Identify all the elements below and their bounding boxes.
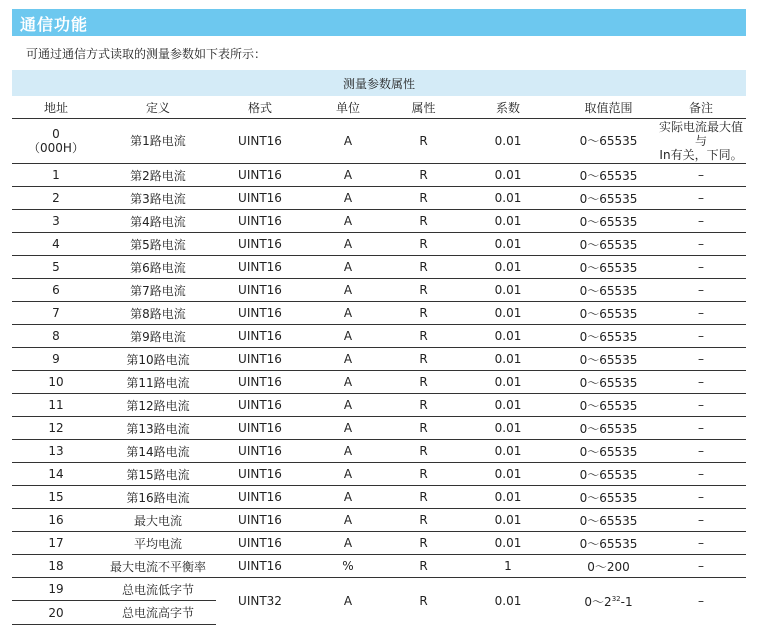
cell-coef: 0.01 — [455, 187, 561, 210]
cell-range: 0～65535 — [561, 325, 656, 348]
cell-attr: R — [392, 279, 455, 302]
cell-fmt: UINT16 — [216, 532, 304, 555]
cell-unit: % — [304, 555, 392, 578]
cell-def: 第5路电流 — [100, 233, 216, 256]
cell-fmt: UINT16 — [216, 164, 304, 187]
table-row — [12, 233, 746, 256]
cell-note: – — [656, 486, 746, 509]
cell-note: – — [698, 594, 704, 609]
cell-addr: 13 — [12, 440, 100, 463]
table-caption: 测量参数属性 — [12, 70, 746, 96]
cell-range: $0\sim 2^{32}-1$ — [584, 594, 633, 609]
cell-range: 0～65535 — [561, 210, 656, 233]
cell-def: 总电流高字节 — [100, 601, 216, 625]
header-def: 定义 — [100, 96, 216, 119]
cell-note: – — [656, 302, 746, 325]
cell-note: – — [656, 463, 746, 486]
table-row — [12, 578, 746, 601]
cell-coef: 0.01 — [455, 256, 561, 279]
cell-unit: A — [304, 532, 392, 555]
cell-coef: 1 — [455, 555, 561, 578]
cell-def: 第9路电流 — [100, 325, 216, 348]
cell-attr: R — [392, 348, 455, 371]
cell-attr: R — [392, 440, 455, 463]
cell-coef: 0.01 — [455, 532, 561, 555]
cell-addr: 16 — [12, 509, 100, 532]
cell-range: 0～65535 — [561, 532, 656, 555]
cell-addr: 15 — [12, 486, 100, 509]
table-header-row — [12, 96, 746, 119]
header-addr: 地址 — [12, 96, 100, 119]
cell-def: 总电流低字节 — [100, 578, 216, 601]
table-row — [12, 187, 746, 210]
cell-addr: 9 — [12, 348, 100, 371]
cell-range: 0～65535 — [561, 463, 656, 486]
cell-def: 最大电流不平衡率 — [100, 555, 216, 578]
cell-def: 第2路电流 — [100, 164, 216, 187]
table-row — [12, 348, 746, 371]
cell-note: – — [656, 532, 746, 555]
table-row — [12, 256, 746, 279]
cell-coef: 0.01 — [455, 394, 561, 417]
cell-addr: 6 — [12, 279, 100, 302]
cell-unit: A — [304, 417, 392, 440]
cell-range: 0～65535 — [561, 348, 656, 371]
cell-coef: 0.01 — [455, 325, 561, 348]
header-coef: 系数 — [455, 96, 561, 119]
cell-attr: R — [392, 256, 455, 279]
header-range: 取值范围 — [561, 96, 656, 119]
cell-attr: R — [392, 164, 455, 187]
cell-range: 0～65535 — [561, 371, 656, 394]
table-row — [12, 509, 746, 532]
header-fmt: 格式 — [216, 96, 304, 119]
cell-unit: A — [304, 348, 392, 371]
cell-fmt: UINT16 — [216, 325, 304, 348]
cell-note: – — [656, 371, 746, 394]
cell-note: – — [656, 348, 746, 371]
cell-fmt: UINT16 — [216, 555, 304, 578]
section-title: 通信功能 — [20, 15, 89, 34]
cell-range: 0～65535 — [561, 187, 656, 210]
cell-def: 第14路电流 — [100, 440, 216, 463]
cell-coef: 0.01 — [455, 279, 561, 302]
cell-range: 0～65535 — [561, 486, 656, 509]
cell-unit: A — [304, 463, 392, 486]
table-row — [12, 371, 746, 394]
cell-addr: 4 — [12, 233, 100, 256]
cell-range: 0～65535 — [561, 509, 656, 532]
cell-attr: R — [392, 119, 455, 164]
cell-coef: 0.01 — [455, 233, 561, 256]
cell-def: 第3路电流 — [100, 187, 216, 210]
cell-note: – — [656, 187, 746, 210]
cell-attr: R — [392, 394, 455, 417]
cell-range: 0～65535 — [561, 417, 656, 440]
table-row — [12, 119, 746, 164]
cell-note: – — [656, 279, 746, 302]
cell-unit: A — [304, 187, 392, 210]
section-title-bar — [12, 9, 746, 36]
header-note: 备注 — [656, 96, 746, 119]
cell-coef: 0.01 — [455, 348, 561, 371]
cell-addr: 1 — [12, 164, 100, 187]
cell-fmt: UINT16 — [216, 233, 304, 256]
table-row — [12, 210, 746, 233]
cell-unit: A — [343, 594, 353, 609]
cell-note: – — [656, 256, 746, 279]
cell-coef: 0.01 — [455, 302, 561, 325]
intro-text: 可通过通信方式读取的测量参数如下表所示： — [26, 47, 267, 61]
cell-unit: A — [304, 119, 392, 164]
table-row — [12, 279, 746, 302]
cell-range: 0～200 — [561, 555, 656, 578]
cell-attr: R — [392, 187, 455, 210]
cell-range: 0～65535 — [561, 394, 656, 417]
table-row — [12, 394, 746, 417]
cell-unit: A — [304, 371, 392, 394]
cell-attr: R — [392, 555, 455, 578]
table-row — [12, 302, 746, 325]
cell-note: – — [656, 440, 746, 463]
cell-coef: 0.01 — [455, 164, 561, 187]
table-row — [12, 440, 746, 463]
cell-range: 0～65535 — [561, 440, 656, 463]
table-row — [12, 325, 746, 348]
cell-attr: R — [392, 417, 455, 440]
table-row — [12, 417, 746, 440]
cell-attr: R — [392, 302, 455, 325]
cell-def: 第12路电流 — [100, 394, 216, 417]
cell-coef: 0.01 — [455, 440, 561, 463]
cell-coef: 0.01 — [494, 594, 522, 609]
cell-fmt: UINT16 — [216, 210, 304, 233]
cell-fmt: UINT16 — [216, 486, 304, 509]
cell-def: 最大电流 — [100, 509, 216, 532]
cell-attr: R — [392, 463, 455, 486]
cell-note: – — [656, 394, 746, 417]
cell-def: 第13路电流 — [100, 417, 216, 440]
cell-range: 0～65535 — [561, 256, 656, 279]
cell-addr: 7 — [12, 302, 100, 325]
cell-range: 0～65535 — [561, 233, 656, 256]
cell-note: – — [656, 555, 746, 578]
cell-coef: 0.01 — [455, 463, 561, 486]
cell-fmt: UINT16 — [216, 371, 304, 394]
cell-note: – — [656, 164, 746, 187]
cell-attr: R — [392, 509, 455, 532]
cell-addr: 2 — [12, 187, 100, 210]
cell-coef: 0.01 — [455, 119, 561, 164]
cell-unit: A — [304, 164, 392, 187]
cell-fmt: UINT16 — [216, 302, 304, 325]
cell-addr: 5 — [12, 256, 100, 279]
cell-range: 0～65535 — [561, 302, 656, 325]
cell-addr: 20 — [12, 601, 100, 625]
cell-def: 第7路电流 — [100, 279, 216, 302]
cell-addr: 10 — [12, 371, 100, 394]
cell-attr: R — [419, 594, 428, 609]
cell-fmt: UINT16 — [216, 256, 304, 279]
cell-addr: 18 — [12, 555, 100, 578]
cell-fmt: UINT16 — [216, 279, 304, 302]
cell-unit: A — [304, 302, 392, 325]
cell-addr: 11 — [12, 394, 100, 417]
cell-unit: A — [304, 509, 392, 532]
cell-range: 0～65535 — [561, 119, 656, 164]
cell-unit: A — [304, 256, 392, 279]
cell-addr: 12 — [12, 417, 100, 440]
header-attr: 属性 — [392, 96, 455, 119]
cell-range: 0～65535 — [561, 279, 656, 302]
cell-unit: A — [304, 440, 392, 463]
cell-fmt: UINT16 — [216, 187, 304, 210]
cell-unit: A — [304, 394, 392, 417]
cell-fmt: UINT16 — [216, 394, 304, 417]
header-unit: 单位 — [304, 96, 392, 119]
cell-note: – — [656, 233, 746, 256]
cell-def: 第8路电流 — [100, 302, 216, 325]
cell-addr: 14 — [12, 463, 100, 486]
cell-note: – — [656, 509, 746, 532]
table-row — [12, 164, 746, 187]
cell-def: 平均电流 — [100, 532, 216, 555]
cell-note: 实际电流最大值与 In有关，下同。 — [656, 119, 746, 164]
cell-attr: R — [392, 532, 455, 555]
cell-fmt: UINT16 — [216, 463, 304, 486]
table-row — [12, 555, 746, 578]
cell-unit: A — [304, 325, 392, 348]
cell-coef: 0.01 — [455, 486, 561, 509]
cell-note: – — [656, 417, 746, 440]
cell-def: 第11路电流 — [100, 371, 216, 394]
measurement-table — [12, 70, 746, 625]
cell-attr: R — [392, 325, 455, 348]
cell-note: – — [656, 210, 746, 233]
cell-addr: 17 — [12, 532, 100, 555]
cell-fmt: UINT16 — [216, 440, 304, 463]
cell-addr: 3 — [12, 210, 100, 233]
cell-unit: A — [304, 279, 392, 302]
cell-addr: 19 — [12, 578, 100, 601]
table-row — [12, 532, 746, 555]
cell-def: 第4路电流 — [100, 210, 216, 233]
cell-def: 第15路电流 — [100, 463, 216, 486]
cell-unit: A — [304, 210, 392, 233]
cell-note: – — [656, 325, 746, 348]
cell-coef: 0.01 — [455, 509, 561, 532]
cell-fmt: UINT16 — [216, 119, 304, 164]
cell-def: 第6路电流 — [100, 256, 216, 279]
table-row — [12, 486, 746, 509]
cell-unit: A — [304, 233, 392, 256]
cell-coef: 0.01 — [455, 371, 561, 394]
cell-def: 第10路电流 — [100, 348, 216, 371]
cell-attr: R — [392, 233, 455, 256]
table-caption-row — [12, 70, 746, 96]
cell-addr: 8 — [12, 325, 100, 348]
cell-unit: A — [304, 486, 392, 509]
cell-fmt: UINT16 — [216, 417, 304, 440]
cell-coef: 0.01 — [455, 210, 561, 233]
cell-attr: R — [392, 486, 455, 509]
cell-range: 0～65535 — [561, 164, 656, 187]
cell-def: 第16路电流 — [100, 486, 216, 509]
cell-fmt: UINT16 — [216, 509, 304, 532]
table-row — [12, 463, 746, 486]
cell-attr: R — [392, 371, 455, 394]
cell-fmt: UINT16 — [216, 348, 304, 371]
cell-fmt: UINT32 — [238, 594, 282, 609]
cell-addr: 0 （000H） — [12, 119, 100, 164]
cell-coef: 0.01 — [455, 417, 561, 440]
cell-attr: R — [392, 210, 455, 233]
cell-def: 第1路电流 — [100, 119, 216, 164]
